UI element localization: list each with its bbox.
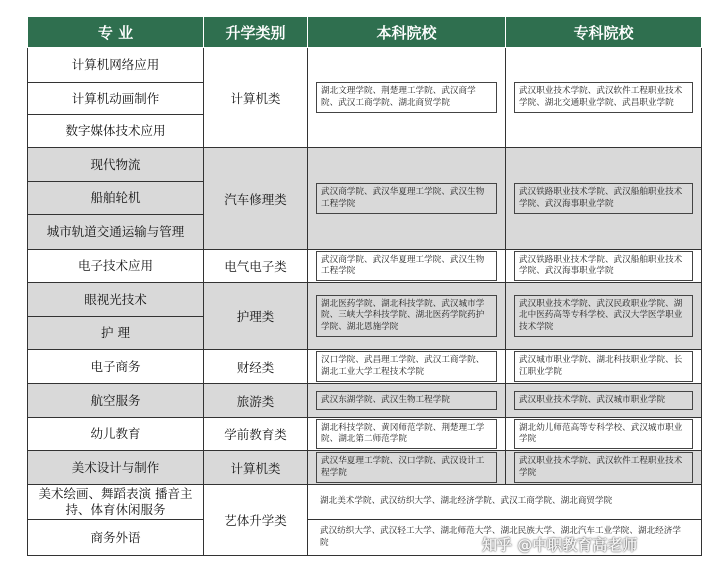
- major-cell: 护 理: [28, 317, 204, 350]
- table-row: [28, 451, 702, 485]
- table-row: [28, 48, 702, 83]
- header-row: [28, 17, 702, 48]
- table-row: [28, 384, 702, 418]
- undergrad-schools: 武汉华夏理工学院、汉口学院、武汉设计工程学院: [316, 452, 497, 482]
- college-cell: [506, 48, 702, 148]
- college-schools: 武汉城市职业学院、湖北科技职业学院、长江职业学院: [514, 351, 693, 381]
- major-cell: 计算机动画制作: [28, 83, 204, 115]
- undergrad-cell: [308, 451, 506, 485]
- college-schools: 武汉职业技术学院、武汉软件工程职业技术学院、湖北交通职业学院、武昌职业学院: [514, 82, 693, 112]
- undergrad-schools: 武汉商学院、武汉华夏理工学院、武汉生物工程学院: [316, 183, 497, 213]
- undergrad-schools: 湖北文理学院、荆楚理工学院、武汉商学院、武汉工商学院、湖北商贸学院: [316, 82, 497, 112]
- category-cell: 护理类: [204, 283, 308, 350]
- table-row: [28, 250, 702, 283]
- college-cell: [506, 283, 702, 350]
- undergrad-cell: [308, 148, 506, 250]
- arts-schools-cell: 湖北美术学院、武汉纺织大学、湖北经济学院、武汉工商学院、湖北商贸学院: [308, 485, 702, 520]
- major-cell: 航空服务: [28, 384, 204, 418]
- table-row: [28, 148, 702, 182]
- college-schools: 武汉职业技术学院、武汉软件工程职业技术学院: [514, 452, 693, 482]
- undergrad-schools: 湖北科技学院、黄冈师范学院、荆楚理工学院、湖北第二师范学院: [316, 419, 497, 449]
- major-cell: 美术绘画、舞蹈表演 播音主持、体育休闲服务: [28, 485, 204, 520]
- college-schools: 武汉职业技术学院、武汉城市职业学院: [514, 391, 693, 410]
- undergrad-schools: 武汉东湖学院、武汉生物工程学院: [316, 391, 497, 410]
- major-cell: 幼儿教育: [28, 418, 204, 451]
- arts-schools-cell: 武汉纺织大学、武汉轻工大学、湖北师范大学、湖北民族大学、湖北汽车工业学院、湖北经济学院: [308, 520, 702, 556]
- major-cell: 电子技术应用: [28, 250, 204, 283]
- college-cell: [506, 350, 702, 384]
- category-cell: 财经类: [204, 350, 308, 384]
- header-major: 专 业: [28, 17, 204, 48]
- major-cell: 数字媒体技术应用: [28, 115, 204, 148]
- college-cell: [506, 250, 702, 283]
- header-college: 专科院校: [506, 17, 702, 48]
- undergrad-cell: [308, 384, 506, 418]
- admission-table: [27, 16, 702, 556]
- undergrad-cell: [308, 250, 506, 283]
- category-cell: 艺体升学类: [204, 485, 308, 556]
- header-category: 升学类别: [204, 17, 308, 48]
- category-cell: 旅游类: [204, 384, 308, 418]
- table-row: [28, 350, 702, 384]
- category-cell: 汽车修理类: [204, 148, 308, 250]
- undergrad-cell: [308, 48, 506, 148]
- undergrad-schools: 湖北医药学院、湖北科技学院、武汉城市学院、三峡大学科技学院、湖北医药学院药护学院、湖北恩施学院: [316, 295, 497, 337]
- major-cell: 商务外语: [28, 520, 204, 556]
- undergrad-schools: 汉口学院、武昌理工学院、武汉工商学院、湖北工业大学工程技术学院: [316, 351, 497, 381]
- major-cell: 眼视光技术: [28, 283, 204, 317]
- major-cell: 船舶轮机: [28, 182, 204, 215]
- undergrad-cell: [308, 283, 506, 350]
- undergrad-cell: [308, 418, 506, 451]
- category-cell: 电气电子类: [204, 250, 308, 283]
- college-cell: [506, 148, 702, 250]
- college-cell: [506, 451, 702, 485]
- college-schools: 武汉铁路职业技术学院、武汉船舶职业技术学院、武汉海事职业学院: [514, 183, 693, 213]
- category-cell: 计算机类: [204, 48, 308, 148]
- college-schools: 湖北幼儿师范高等专科学校、武汉城市职业学院: [514, 419, 693, 449]
- major-cell: 现代物流: [28, 148, 204, 182]
- major-cell: 美术设计与制作: [28, 451, 204, 485]
- major-cell: 计算机网络应用: [28, 48, 204, 83]
- table-row: [28, 283, 702, 317]
- college-cell: [506, 384, 702, 418]
- table-row: [28, 418, 702, 451]
- college-schools: 武汉铁路职业技术学院、武汉船舶职业技术学院、武汉海事职业学院: [514, 251, 693, 281]
- category-cell: 计算机类: [204, 451, 308, 485]
- header-undergrad: 本科院校: [308, 17, 506, 48]
- watermark: 知乎 @中职教育高老师: [482, 536, 638, 554]
- table-row: [28, 485, 702, 520]
- major-cell: 城市轨道交通运输与管理: [28, 215, 204, 250]
- major-cell: 电子商务: [28, 350, 204, 384]
- college-cell: [506, 418, 702, 451]
- undergrad-schools: 武汉商学院、武汉华夏理工学院、武汉生物工程学院: [316, 251, 497, 281]
- category-cell: 学前教育类: [204, 418, 308, 451]
- undergrad-cell: [308, 350, 506, 384]
- college-schools: 武汉职业技术学院、武汉民政职业学院、湖北中医药高等专科学校、武汉大学医学职业技术学院: [514, 295, 693, 337]
